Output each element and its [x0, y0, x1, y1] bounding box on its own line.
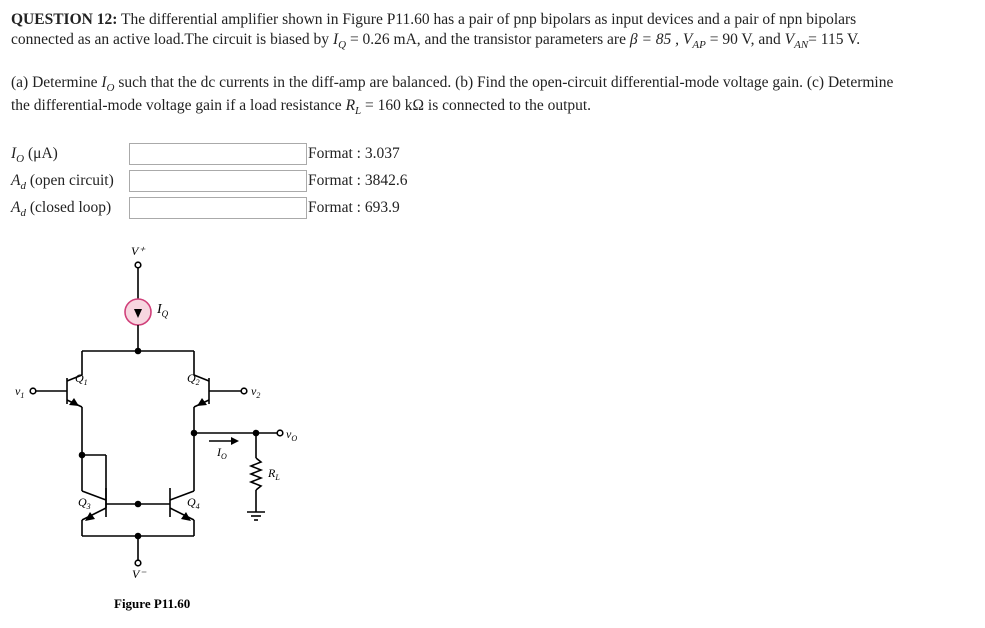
- part-b-text: such that the dc currents in the diff-amp are balanced. (b) Find the open-circuit differential-mode voltage gain. (c) Determine: [118, 74, 894, 91]
- circuit-diagram: [11, 240, 307, 614]
- circuit-figure: [11, 240, 307, 614]
- figure-caption: Figure P11.60: [114, 596, 191, 611]
- io-arrow-icon: [231, 437, 239, 445]
- van-subscript: AN: [794, 39, 809, 51]
- vplus-terminal: [135, 262, 141, 268]
- rl-symbol: R: [345, 97, 356, 114]
- vap-value: = 90 V, and: [709, 31, 781, 48]
- svg-text:IQ: $I_Q$: [157, 302, 169, 319]
- question-text: [11, 10, 976, 51]
- van-symbol: V: [784, 31, 795, 48]
- question-iq-value: = 0.26 mA, and the transistor parameters are: [349, 31, 626, 48]
- answer-label-ad-open: $A_d$ (open circuit): [11, 172, 114, 192]
- part-a-text: (a) Determine: [11, 74, 98, 91]
- io-symbol: I: [101, 74, 107, 91]
- svg-text:Q3: $Q_3$: [78, 495, 91, 511]
- ad-open-input[interactable]: [129, 170, 307, 192]
- v1-terminal: [30, 388, 36, 394]
- svg-text:Q2: $Q_2$: [187, 371, 200, 387]
- answer-label-io: $I_O$ (μA): [11, 145, 58, 165]
- rl-resistor: [251, 458, 261, 490]
- svg-text:RL: $R_L$: [268, 466, 280, 482]
- svg-text:Q1: $Q_1$: [75, 371, 88, 387]
- vplus-label: V⁺: [131, 244, 145, 258]
- iq-symbol: I: [332, 31, 339, 48]
- svg-text:v2: $v_2$: [251, 384, 261, 400]
- rl-subscript: L: [355, 105, 362, 117]
- question-label: QUESTION 12:: [11, 11, 118, 28]
- question-line2: connected as an active load.The circuit is biased by: [11, 31, 330, 48]
- v2-terminal: [241, 388, 247, 394]
- format-hint-io: Format : 3.037: [308, 145, 400, 162]
- vminus-terminal: [135, 560, 141, 566]
- parts-text: [11, 72, 976, 118]
- part-c-text: the differential-mode voltage gain if a load resistance: [11, 97, 342, 114]
- vo-terminal: [277, 430, 283, 436]
- vap-symbol: V: [682, 31, 693, 48]
- answer-label-ad-closed: $A_d$ (closed loop): [11, 199, 112, 219]
- question-line1: The differential amplifier shown in Figure P11.60 has a pair of pnp bipolars as input devices and a pair of npn bipolars: [120, 11, 857, 28]
- format-hint-ad-open: Format : 3842.6: [308, 172, 408, 189]
- iq-subscript: Q: [338, 39, 347, 51]
- vap-subscript: AP: [692, 39, 706, 51]
- format-hint-ad-closed: Format : 693.9: [308, 199, 400, 216]
- svg-text:vO: $v_O$: [286, 427, 298, 443]
- io-input[interactable]: [129, 143, 307, 165]
- io-subscript: O: [106, 82, 115, 94]
- ad-closed-input[interactable]: [129, 197, 307, 219]
- van-value: = 115 V.: [808, 31, 861, 48]
- svg-text:Q4: $Q_4$: [187, 495, 200, 511]
- svg-text:v1: $v_1$: [15, 384, 25, 400]
- vminus-label: V⁻: [132, 567, 146, 581]
- svg-text:IO: $I_O$: [217, 445, 227, 461]
- beta-value: β = 85 ,: [629, 31, 680, 48]
- rl-value: = 160 kΩ is connected to the output.: [365, 97, 592, 114]
